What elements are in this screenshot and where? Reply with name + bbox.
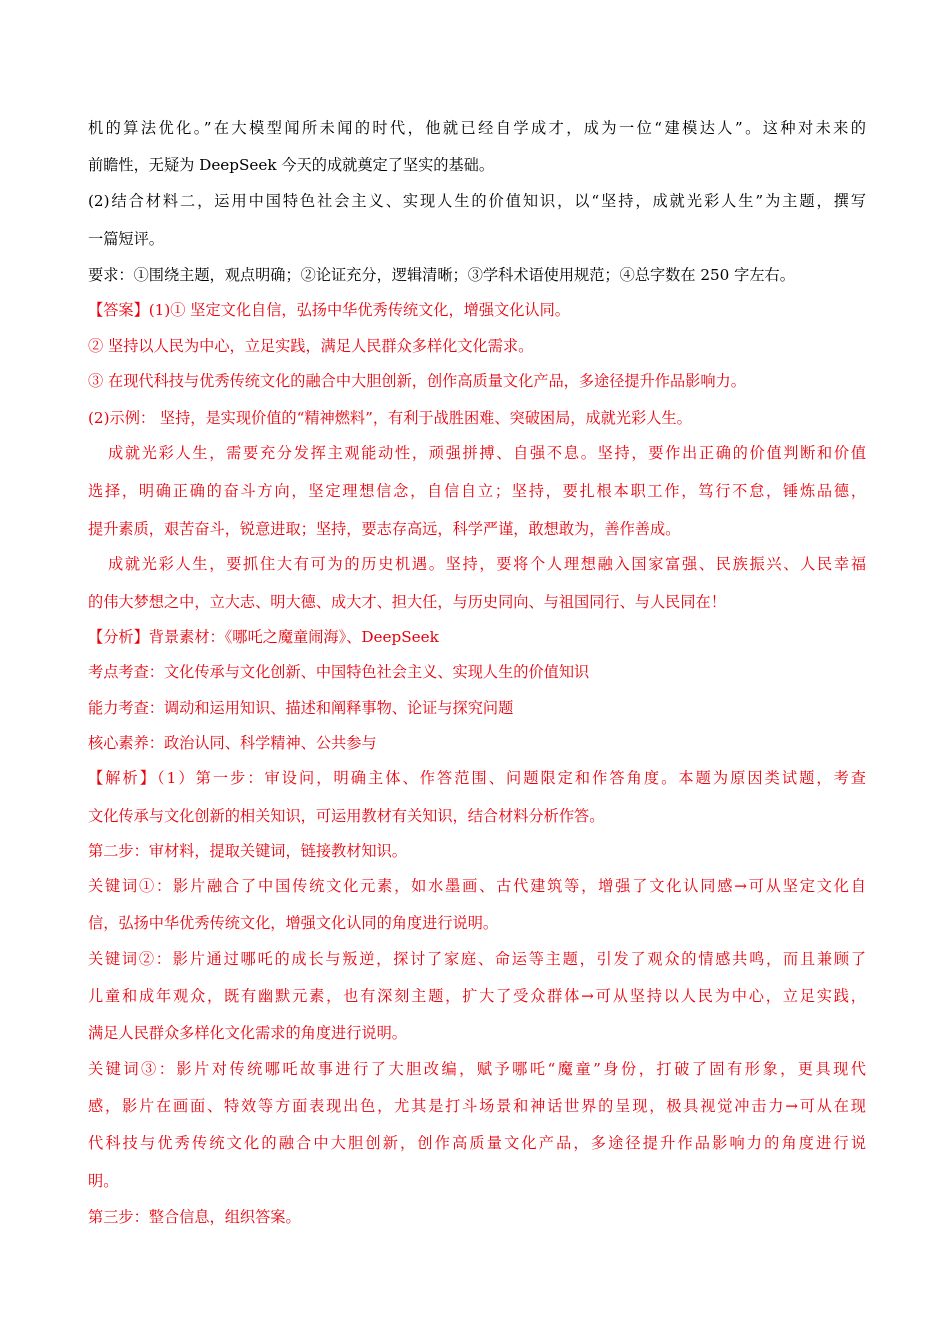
question-line: (2)结合材料二，运用中国特色社会主义、实现人生的价值知识，以“坚持，成就光彩人生”为主题，撰写 bbox=[88, 192, 866, 210]
explanation-line: 代科技与优秀传统文化的融合中大胆创新，创作高质量文化产品，多途径提升作品影响力的角度进行说 bbox=[88, 1134, 866, 1152]
explanation-line: 第二步：审材料，提取关键词，链接教材知识。 bbox=[88, 842, 407, 860]
answer-line: 选择，明确正确的奋斗方向，坚定理想信念，自信自立；坚持，要扎根本职工作，笃行不怠，锤炼品德， bbox=[88, 482, 866, 500]
explanation-line: 第三步：整合信息，组织答案。 bbox=[88, 1208, 301, 1226]
explanation-line: 明。 bbox=[88, 1172, 119, 1190]
explanation-line: 关键词②：影片通过哪吒的成长与叛逆，探讨了家庭、命运等主题，引发了观众的情感共鸣，而且兼顾了 bbox=[88, 950, 866, 968]
answer-line: 成就光彩人生，需要充分发挥主观能动性，顽强拼搏、自强不息。坚持，要作出正确的价值判断和价值 bbox=[108, 444, 866, 462]
explanation-line: 信，弘扬中华优秀传统文化，增强文化认同的角度进行说明。 bbox=[88, 914, 499, 932]
text-line: 前瞻性，无疑为 DeepSeek 今天的成就奠定了坚实的基础。 bbox=[88, 156, 495, 174]
question-line: 一篇短评。 bbox=[88, 230, 164, 248]
answer-line: 提升素质，艰苦奋斗，锐意进取；坚持，要志存高远，科学严谨，敢想敢为，善作善成。 bbox=[88, 520, 681, 538]
explanation-line: 文化传承与文化创新的相关知识，可运用教材有关知识，结合材料分析作答。 bbox=[88, 807, 605, 825]
answer-tag: 【答案】 bbox=[88, 301, 149, 319]
answer-line: (2)示例： 坚持，是实现价值的“精神燃料”，有利于战胜困难、突破困局，成就光彩人生。 bbox=[88, 409, 692, 427]
text-line: 机的算法优化。”在大模型闻所未闻的时代，他就已经自学成才，成为一位“建模达人”。这种对未来的 bbox=[88, 119, 866, 137]
answer-line: ② 坚持以人民为中心，立足实践，满足人民群众多样化文化需求。 bbox=[88, 337, 534, 355]
analysis-line: 【分析】背景素材：《哪吒之魔童闹海》、DeepSeek bbox=[88, 628, 439, 646]
analysis-line: 核心素养：政治认同、科学精神、公共参与 bbox=[88, 734, 377, 752]
requirement-line: 要求：①围绕主题，观点明确；②论证充分，逻辑清晰；③学科术语使用规范；④总字数在 250 字左右。 bbox=[88, 266, 795, 284]
analysis-line: 能力考查：调动和运用知识、描述和阐释事物、论证与探究问题 bbox=[88, 699, 514, 717]
explanation-line: 儿童和成年观众，既有幽默元素，也有深刻主题，扩大了受众群体→可从坚持以人民为中心，立足实践， bbox=[88, 987, 866, 1005]
explanation-line: 满足人民群众多样化文化需求的角度进行说明。 bbox=[88, 1024, 407, 1042]
answer-line: ③ 在现代科技与优秀传统文化的融合中大胆创新，创作高质量文化产品，多途径提升作品影响力。 bbox=[88, 372, 746, 390]
analysis-tag: 【分析】 bbox=[88, 628, 149, 646]
analysis-line: 考点考查：文化传承与文化创新、中国特色社会主义、实现人生的价值知识 bbox=[88, 663, 590, 681]
explanation-line: 关键词①：影片融合了中国传统文化元素，如水墨画、古代建筑等，增强了文化认同感→可从坚定文化自 bbox=[88, 877, 866, 895]
answer-line: 成就光彩人生，要抓住大有可为的历史机遇。坚持，要将个人理想融入国家富强、民族振兴、人民幸福 bbox=[108, 555, 866, 573]
explanation-tag: 【解析】 bbox=[88, 769, 157, 787]
explanation-line: 关键词③：影片对传统哪吒故事进行了大胆改编，赋予哪吒“魔童”身份，打破了固有形象，更具现代 bbox=[88, 1060, 866, 1078]
explanation-line: 【解析】（1）第一步：审设问，明确主体、作答范围、问题限定和作答角度。本题为原因类试题，考查 bbox=[88, 769, 866, 787]
answer-line: 【答案】(1)① 坚定文化自信，弘扬中华优秀传统文化，增强文化认同。 bbox=[88, 301, 570, 319]
explanation-line: 感，影片在画面、特效等方面表现出色，尤其是打斗场景和神话世界的呈现，极具视觉冲击力→可从在现 bbox=[88, 1097, 866, 1115]
answer-line: 的伟大梦想之中，立大志、明大德、成大才、担大任，与历史同向、与祖国同行、与人民同在！ bbox=[88, 593, 726, 611]
